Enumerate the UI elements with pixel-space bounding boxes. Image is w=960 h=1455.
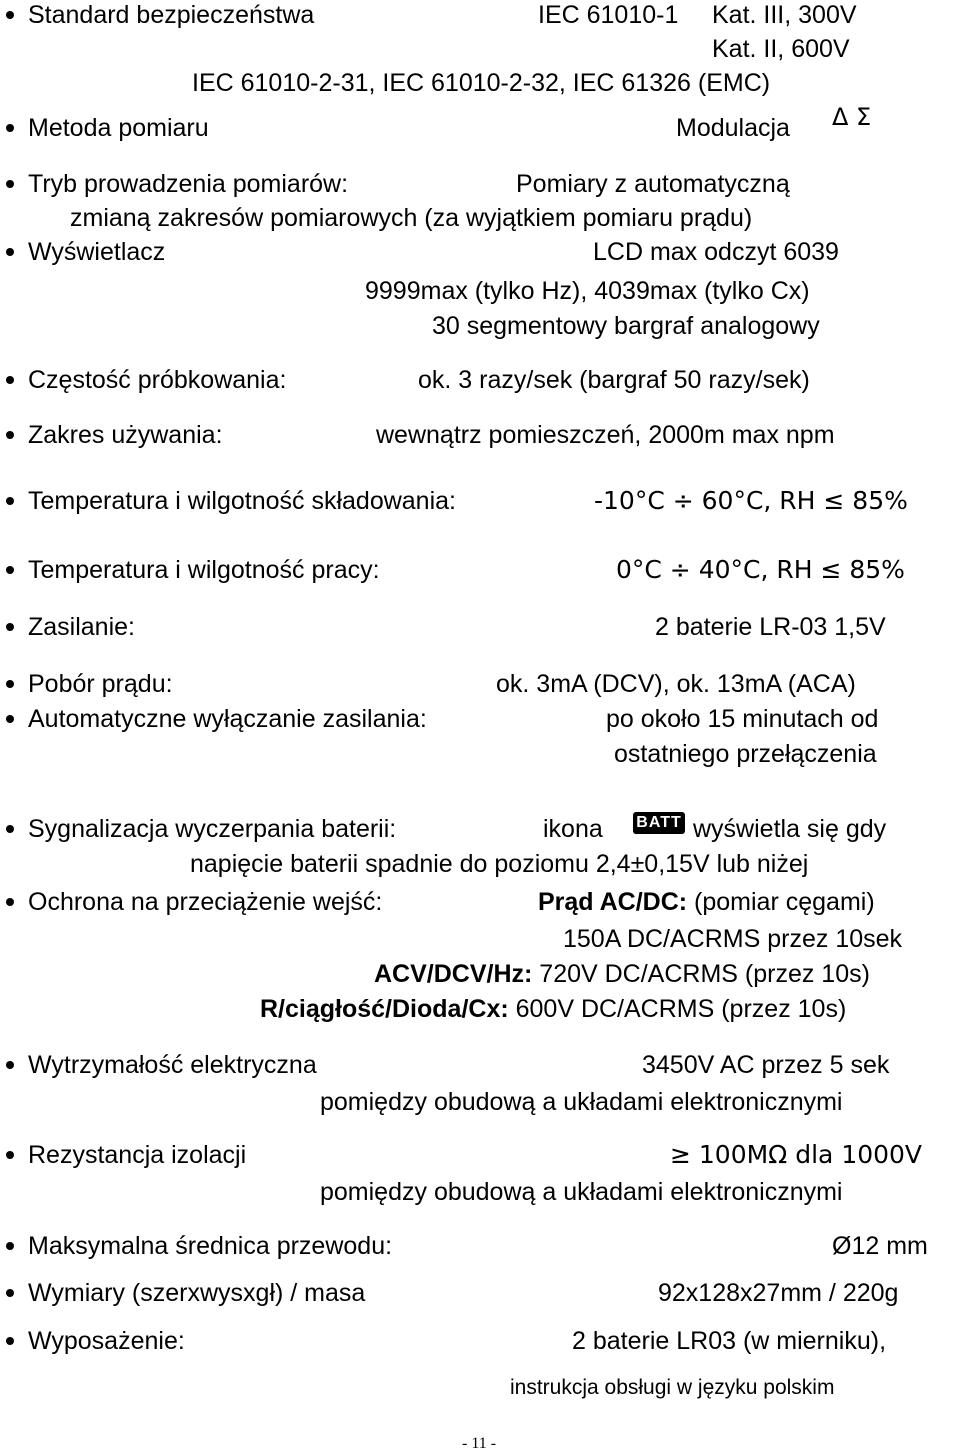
bullet <box>6 497 14 505</box>
spec-value-mode-2: zmianą zakresów pomiarowych (za wyjątkiem pomiaru prądu) <box>70 204 753 232</box>
spec-label-storage: Temperatura i wilgotność składowania: <box>28 487 456 515</box>
bullet <box>6 1151 14 1159</box>
bullet <box>6 431 14 439</box>
spec-label-operating: Temperatura i wilgotność pracy: <box>28 556 380 584</box>
spec-value-conductor: Ø12 mm <box>832 1232 928 1260</box>
spec-value-insulation-1: ≥ 100MΩ dla 1000V <box>670 1140 923 1169</box>
spec-label-dielectric: Wytrzymałość elektryczna <box>28 1051 317 1079</box>
overload-resistance-label: R/ciągłość/Dioda/Cx: <box>260 995 509 1023</box>
overload-acv-label: ACV/DCV/Hz: <box>374 960 533 988</box>
overload-current-note: (pomiar cęgami) <box>687 888 875 916</box>
bullet <box>6 180 14 188</box>
spec-value-mode-1: Pomiary z automatyczną <box>516 170 790 198</box>
spec-label-overload: Ochrona na przeciążenie wejść: <box>28 888 383 916</box>
bullet <box>6 376 14 384</box>
bullet <box>6 1242 14 1250</box>
spec-value-sampling: ok. 3 razy/sek (bargraf 50 razy/sek) <box>418 366 810 394</box>
bullet <box>6 623 14 631</box>
bullet <box>6 11 14 19</box>
bullet <box>6 1061 14 1069</box>
spec-value-power: 2 baterie LR-03 1,5V <box>655 613 886 641</box>
spec-value-overload-4 <box>260 994 846 1024</box>
bullet <box>6 1289 14 1297</box>
spec-value-method: Modulacja <box>676 114 790 142</box>
spec-value-display-3: 30 segmentowy bargraf analogowy <box>432 312 820 340</box>
spec-value-battery-pre: ikona <box>543 815 603 843</box>
spec-value-accessories-2: instrukcja obsługi w języku polskim <box>510 1376 835 1399</box>
bullet <box>6 124 14 132</box>
spec-value-safety-cat3: Kat. III, 300V <box>712 1 857 29</box>
spec-value-safety-standard: IEC 61010-1 <box>538 1 679 29</box>
spec-label-display: Wyświetlacz <box>28 238 166 266</box>
delta-sigma-symbol: Δ Σ <box>832 103 872 131</box>
bullet <box>6 1337 14 1345</box>
spec-value-consumption: ok. 3mA (DCV), ok. 13mA (ACA) <box>496 670 856 698</box>
spec-value-dimensions: 92x128x27mm / 220g <box>658 1279 899 1307</box>
spec-value-overload-2: 150A DC/ACRMS przez 10sek <box>563 925 903 953</box>
spec-label-battery: Sygnalizacja wyczerpania baterii: <box>28 815 397 843</box>
spec-value-safety-cat2: Kat. II, 600V <box>712 35 850 63</box>
spec-value-battery-post: wyświetla się gdy <box>693 815 887 843</box>
bullet <box>6 680 14 688</box>
spec-value-autooff-2: ostatniego przełączenia <box>614 740 877 768</box>
spec-label-insulation: Rezystancja izolacji <box>28 1141 247 1169</box>
spec-label-usage: Zakres używania: <box>28 421 223 449</box>
spec-label-power: Zasilanie: <box>28 613 135 641</box>
spec-label-mode: Tryb prowadzenia pomiarów: <box>28 170 349 198</box>
spec-label-consumption: Pobór prądu: <box>28 670 173 698</box>
bullet <box>6 898 14 906</box>
spec-value-storage: -10°C ÷ 60°C, RH ≤ 85% <box>594 486 908 515</box>
spec-label-conductor: Maksymalna średnica przewodu: <box>28 1232 393 1260</box>
spec-value-insulation-2: pomiędzy obudową a układami elektronicznymi <box>320 1178 843 1206</box>
spec-value-overload-3 <box>374 959 870 989</box>
overload-acv-value: 720V DC/ACRMS (przez 10s) <box>532 960 870 988</box>
spec-value-display-2: 9999max (tylko Hz), 4039max (tylko Cx) <box>365 277 810 305</box>
page-number: - 11 - <box>462 1435 497 1452</box>
spec-label-dimensions: Wymiary (szerxwysxgł) / masa <box>28 1279 366 1307</box>
bullet <box>6 248 14 256</box>
spec-value-usage: wewnątrz pomieszczeń, 2000m max npm <box>376 421 835 449</box>
spec-label-autooff: Automatyczne wyłączanie zasilania: <box>28 705 427 733</box>
bullet <box>6 715 14 723</box>
overload-resistance-value: 600V DC/ACRMS (przez 10s) <box>508 995 847 1023</box>
spec-value-display-1: LCD max odczyt 6039 <box>593 238 839 266</box>
bullet <box>6 825 14 833</box>
spec-label-safety: Standard bezpieczeństwa <box>28 1 315 29</box>
spec-label-method: Metoda pomiaru <box>28 114 209 142</box>
spec-value-autooff-1: po około 15 minutach od <box>606 705 879 733</box>
spec-label-accessories: Wyposażenie: <box>28 1327 185 1355</box>
spec-value-operating: 0°C ÷ 40°C, RH ≤ 85% <box>616 555 905 584</box>
spec-label-sampling: Częstość próbkowania: <box>28 366 287 394</box>
spec-value-battery-2: napięcie baterii spadnie do poziomu 2,4±0,15V lub niżej <box>190 850 809 878</box>
overload-current-label: Prąd AC/DC: <box>538 888 688 916</box>
spec-value-overload-1 <box>538 887 875 917</box>
spec-value-dielectric-1: 3450V AC przez 5 sek <box>642 1051 890 1079</box>
spec-value-safety-norms: IEC 61010-2-31, IEC 61010-2-32, IEC 61326 (EMC) <box>192 69 771 97</box>
bullet <box>6 566 14 574</box>
batt-icon: BATT <box>633 812 685 834</box>
spec-value-dielectric-2: pomiędzy obudową a układami elektronicznymi <box>320 1088 843 1116</box>
spec-value-accessories-1: 2 baterie LR03 (w mierniku), <box>572 1327 887 1355</box>
